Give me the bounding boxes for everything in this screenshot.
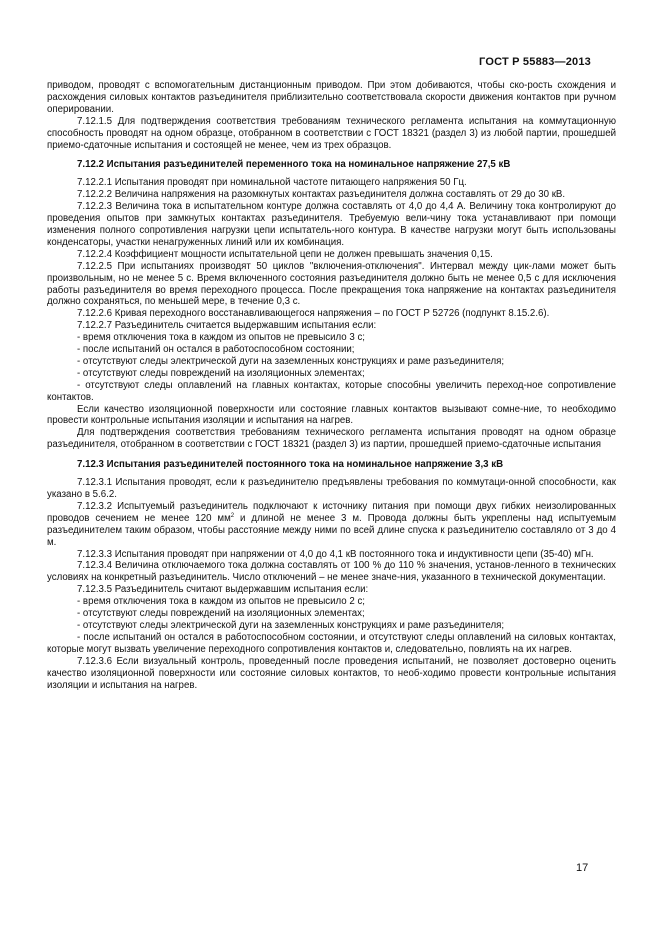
paragraph: - отсутствуют следы оплавлений на главных контактах, которые способны увеличить переход-ное сопротивление контактов. bbox=[47, 379, 616, 403]
paragraph: 7.12.1.5 Для подтверждения соответствия требованиям технического регламента испытания на коммутационную способность проводят на одном образце, отобранном в соответствии с ГОСТ 18321 (раздел 3) из любой партии, прошедшей приемо-сдаточные испытания и состоящей не менее, чем из трех образцов. bbox=[47, 115, 616, 151]
paragraph: - отсутствуют следы электрической дуги на заземленных конструкциях и раме разъединителя; bbox=[77, 355, 505, 367]
paragraph: Для подтверждения соответствия требованиям технического регламента испытания проводят на одном образце разъединителя, отобранном в соответствии с ГОСТ 18321 (раздел 3) из партии, прошедшей приемо-сдаточные испытания bbox=[47, 427, 616, 451]
paragraph: 7.12.3.4 Величина отключаемого тока должна составлять от 100 % до 110 % значения, установ-ленного в технических условиях на конкретный разъединитель. Число отключений – не менее значе-ния, указанного в технической документации. bbox=[47, 560, 616, 584]
paragraph: 7.12.3.3 Испытания проводят при напряжении от 4,0 до 4,1 кВ постоянного тока и индуктивности цепи (35-40) мГн. bbox=[77, 548, 594, 560]
paragraph: 7.12.3.5 Разъединитель считают выдержавшим испытания если: bbox=[77, 584, 369, 596]
paragraph: 7.12.2.6 Кривая переходного восстанавливающегося напряжения – по ГОСТ Р 52726 (подпункт 8.15.2.6). bbox=[77, 308, 550, 320]
paragraph: - отсутствуют следы повреждений на изоляционных элементах; bbox=[77, 367, 365, 379]
section-heading: 7.12.3 Испытания разъединителей постоянного тока на номинальное напряжение 3,3 кВ bbox=[77, 459, 504, 471]
section-heading: 7.12.2 Испытания разъединителей переменного тока на номинальное напряжение 27,5 кВ bbox=[77, 159, 511, 171]
paragraph: - время отключения тока в каждом из опытов не превысило 2 с; bbox=[77, 596, 365, 608]
paragraph: 7.12.2.7 Разъединитель считается выдержавшим испытания если: bbox=[77, 320, 377, 332]
paragraph-text: 7.12.3.2 Испытуемый разъединитель подключают к источнику питания при помощи двух гибких неизолированных проводов сечением не менее 120 мм bbox=[47, 500, 616, 524]
paragraph: 7.12.3.1 Испытания проводят, если к разъединителю предъявлены требования по коммутаци-онной способности, как указано в 5.6.2. bbox=[47, 477, 616, 500]
paragraph: 7.12.2.1 Испытания проводят при номинальной частоте питающего напряжения 50 Гц. bbox=[77, 177, 467, 189]
paragraph: приводом, проводят с вспомогательным дистанционным приводом. При этом добиваются, чтобы ско-рость схождения и расхождения силовых контактов разъединителя приблизительно соответствовала скорости движения контактов при ручном оперировании. bbox=[47, 80, 616, 115]
paragraph: - после испытаний он остался в работоспособном состоянии; bbox=[77, 344, 355, 356]
superscript: 2 bbox=[230, 512, 235, 519]
paragraph: 7.12.2.3 Величина тока в испытательном контуре должна составлять от 4,0 до 4,4 А. Величину тока контролируют до проведения опытов при замкнутых контактах разъединителя. Требуемую вели-чину тока устанавливают при помощи изменения полного сопротивления нагрузки цепи испытатель-ного контура. В качестве нагрузки могут быть использованы конденсаторы, участки ненагруженных линий или их комбинация. bbox=[47, 201, 616, 248]
paragraph: - отсутствуют следы электрической дуги на заземленных конструкциях и раме разъединителя; bbox=[77, 619, 505, 631]
paragraph: - после испытаний он остался в работоспособном состоянии, и отсутствуют следы оплавлений на силовых контактах, которые могут вызвать увеличение переходного сопротивления контактов и, следовательно, повлиять на их нагрев. bbox=[47, 631, 616, 655]
paragraph bbox=[47, 501, 616, 549]
page-number: 17 bbox=[576, 862, 589, 874]
paragraph: - время отключения тока в каждом из опытов не превысило 3 с; bbox=[77, 332, 365, 344]
standard-header: ГОСТ Р 55883—2013 bbox=[479, 56, 591, 68]
paragraph: - отсутствуют следы повреждений на изоляционных элементах; bbox=[77, 608, 365, 620]
paragraph: 7.12.2.4 Коэффициент мощности испытательной цепи не должен превышать значения 0,15. bbox=[77, 248, 493, 260]
paragraph: Если качество изоляционной поверхности или состояние главных контактов вызывают сомне-ние, то необходимо провести контрольные испытания изоляции и испытания на нагрев. bbox=[47, 403, 616, 427]
paragraph: 7.12.2.5 При испытаниях производят 50 циклов "включения-отключения". Интервал между цик-лами может быть произвольным, но не менее 5 с. Время включенного состояния разъединителя должно быть не менее 0,5 с для исключения работы разъединителя во время переходного процесса. После прекращения тока напряжение на контактах разъединителя должно сохраняться, по меньшей мере, в течение 0,3 с. bbox=[47, 260, 616, 308]
paragraph: 7.12.2.2 Величина напряжения на разомкнутых контактах разъединителя должна составлять от 29 до 30 кВ. bbox=[77, 189, 566, 201]
paragraph: 7.12.3.6 Если визуальный контроль, проведенный после проведения испытаний, не позволяет достоверно оценить качество изоляционной поверхности или состояние силовых контактов, то необ-ходимо провести контрольные испытания изоляции и испытания на нагрев. bbox=[47, 655, 616, 691]
document-body bbox=[47, 80, 616, 691]
paragraph-text-tail: и длиной не менее 3 м. Провода должны быть укреплены над испытуемым разъединителем таким образом, чтобы расстояние между ними по всей длине спуска к разъединителю составляло от 3 до 4 м. bbox=[47, 512, 616, 548]
